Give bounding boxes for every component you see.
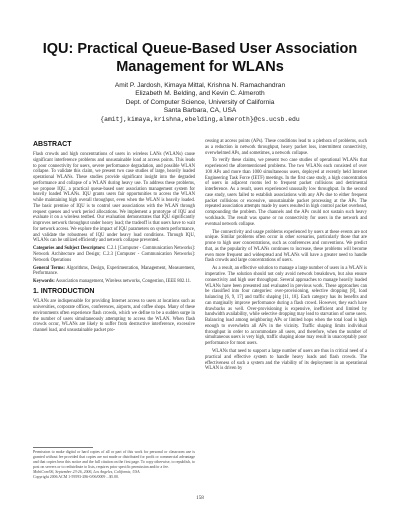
permission-notice: Permission to make digital or hard copies of all or part of this work for personal or classroom use is granted without fee provided that copies are not made or distributed for profit or commercial advantage and that copies bear this notice and the full citation on the first page. To copy otherwise, to republish, to post on servers or to redistribute to lists, requires prior specific permission and/or a fee. [33,450,195,469]
terms-text: Algorithms, Design, Experimentation, Management, Measurement, Performance. [33,265,196,277]
keywords-label: Keywords: [33,279,55,285]
title-line-2: Management for WLANs [116,59,284,75]
terms-label: General Terms: [33,265,65,271]
right-paragraph-5: WLANs that need to support a large number of users are thus in critical need of a practical and effective system to handle heavy loads and flash crowds. The effectiveness of such a system and the viability of its deployment in an operational WLAN is driven by [205,349,367,372]
author-affiliation-dept: Dept. of Computer Science, University of California [125,98,275,106]
right-paragraph-1: cessing at access points (APs). These conditions lead to a plethora of problems, such as a reduction in network throughput, heavy packet loss, intermittent connectivity, overwhelmed APs, and sometimes, a network collapse. [205,139,367,156]
page-number: 158 [196,495,204,501]
abstract-text: Flash crowds and high concentrations of users in wireless LANs (WLANs) cause significant interference problems and unsustainable load at access points. This leads to poor connectivity for users, severe performance degradation, and possible WLAN collapse. To validate this claim, we present two case studies of large, heavily loaded operational WLANs. These studies provide significant insight into the degraded performance and collapse of a WLAN during heavy use. To address these problems, we propose IQU, a practical queue-based user association management system for heavily loaded WLANs. IQU grants users fair opportunities to access the WLAN while maintaining high overall throughput, even when the WLAN is heavily loaded. The basic premise of IQU is to control user associations with the WLAN through request queues and work period allocations. We implement a prototype of IQU and evaluate it on a wireless testbed. Our evaluation demonstrates that IQU significantly improves network throughput under heavy load; the tradeoff is that users have to wait for network access. We explore the impact of IQU parameters on system performance, and validate the robustness of IQU under heavy load conditions. Through IQU, WLANs can be utilized efficiently and network collapse prevented. [33,152,195,244]
copyright-footnote [33,450,195,479]
categories-label: Categories and Subject Descriptors: [33,246,106,252]
introduction-text: WLANs are indispensable for providing Internet access to users at locations such as universities, corporate offices, conferences, airports, and coffee shops. Many of these environments often experience flash crowds, which we define to be a sudden surge in the number of users simultaneously attempting to access the WLAN. When flash crowds occur, WLANs are likely to suffer from destructive interference, excessive channel load, and unsustainable packet pro- [33,299,195,333]
paper-title [40,40,360,76]
keywords-text: Association management, Wireless networks, Congestion, IEEE 802.11. [55,279,192,285]
author-block [40,82,360,124]
abstract-heading: ABSTRACT [33,141,72,148]
right-column [205,139,367,374]
right-paragraph-2: To verify these claims, we present two case studies of operational WLANs that experienced the aforementioned problems. The two WLANs each consisted of over 100 APs and more than 1000 simultaneous users, deployed at recently held Internet Engineering Task Force (IETF) meetings. In the first case study, a high concentration of users in adjacent rooms led to frequent packet collisions and detrimental interference. As a result, users experienced unusually low throughput. In the second case study, users failed to establish associations with any APs due to either frequent packet collisions or excessive, unsustainable packet processing at the APs. The repeated association attempts made by users resulted in high control packet overhead, compounding the problem. The channels and the APs could not sustain such heavy workloads. The result was sparse or no connectivity for users in the network and eventual network collapse. [205,158,367,227]
categories-paragraph [33,246,195,263]
conference-notice: MobiCom'06, September 23-26, 2006, Los Angeles, California, USA. [33,469,141,474]
introduction-heading: 1. INTRODUCTION [33,288,95,296]
author-affiliation-location: Santa Barbara, CA, USA [163,107,237,115]
right-paragraph-4: As a result, an effective solution to manage a large number of users in a WLAN is imperative. The solution should not only avoid network breakdown, but also ensure connectivity and high user throughput. Several approaches to manage heavily loaded WLANs have been presented and evaluated in previous work. These approaches can be classified into four categories: over-provisioning, selective dropping [8], load balancing [6, 9, 17] and traffic shaping [11, 18]. Each category has its benefits and can marginally improve performance during a flash crowd. However, they each have drawbacks as well. Over-provisioning is expensive, inefficient and limited by bandwidth availability, while selective dropping may lead to starvation of some users. Balancing load among neighboring APs or limited hops when the total load is high enough to overwhelm all APs in the vicinity. Traffic shaping limits individual throughput in order to accommodate all users, and therefore, when the number of simultaneous users is very high, traffic shaping alone may result in unacceptably poor performance for most users. [205,266,367,347]
author-names-1: Amit P. Jardosh, Kimaya Mittal, Krishna N. Ramachandran [114,82,286,89]
footnote-rule [33,447,93,448]
title-line-1: IQU: Practical Queue-Based User Association [42,41,358,57]
categories-text: C.2.1 [Computer - Communication Networks]: Network Architecture and Design; C.2.3 [Computer - Communication Networks]: Network Operations [33,246,196,263]
keywords-paragraph [33,279,195,285]
author-emails: {amitj,kimaya,krishna,ebelding,almeroth}@cs.ucsb.edu [100,115,300,123]
author-names-2: Elizabeth M. Belding, and Kevin C. Almeroth [135,90,265,98]
terms-paragraph [33,266,195,278]
right-paragraph-3: The connectivity and usage problems experienced by users at these events are not unique. Similar problems often occur in other scenarios, particularly those that are prone to high user concentrations, such as conferences and conventions. We predict that, as the popularity of WLANs continues to increase, these problems will become even more frequent and widespread and WLANs will have a greater need to handle flash crowds and large concentrations of users. [205,229,367,264]
copyright-notice: Copyright 2006 ACM 1-59593-286-0/06/0009 ...$5.00. [33,474,119,479]
left-column [33,139,195,336]
